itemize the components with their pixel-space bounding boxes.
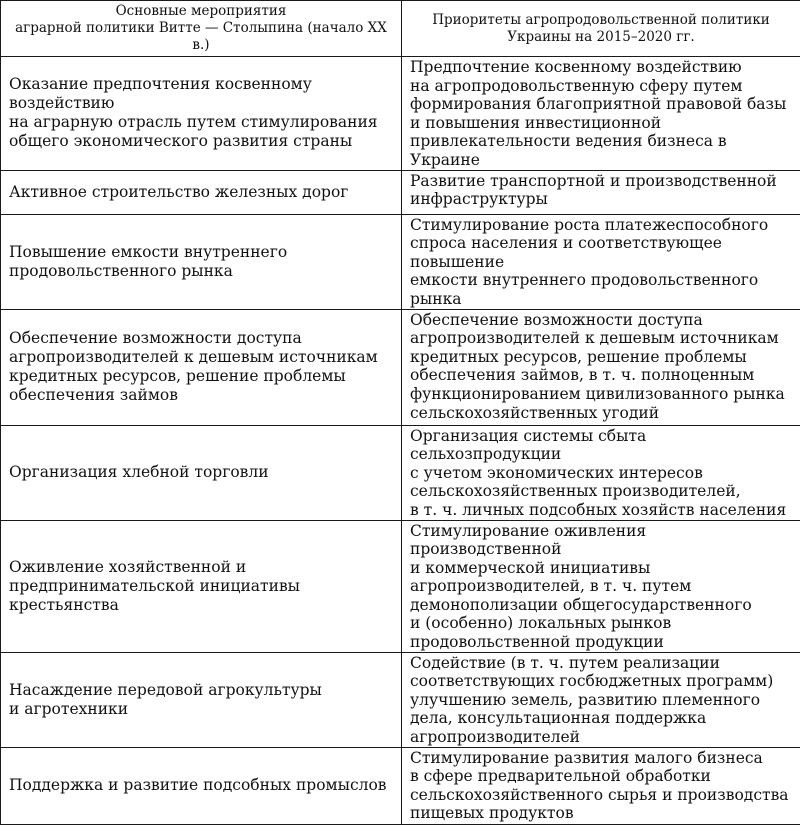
measure-witte-stolypin: Оказание предпочтения косвенному воздействию на аграрную отрасль путем стимулирования общего экономического развития страны <box>1 57 402 171</box>
table-row <box>1 57 800 171</box>
header-witte-stolypin: Основные мероприятия аграрной политики Витте — Столыпина (начало XX в.) <box>1 1 402 57</box>
table-body <box>1 57 800 825</box>
measure-witte-stolypin: Повышение емкости внутреннего продовольственного рынка <box>1 214 402 309</box>
priority-ukraine: Стимулирование роста платежеспособного спроса населения и соответствующее повышение емкости внутреннего продовольственного рынка <box>402 214 800 309</box>
priority-ukraine: Стимулирование развития малого бизнеса в сфере предварительной обработки сельскохозяйственного сырья и производства пищевых продуктов <box>402 747 800 824</box>
table-row <box>1 652 800 747</box>
table-row <box>1 520 800 652</box>
priority-ukraine: Стимулирование оживления производственной и коммерческой инициативы агропроизводителей, в т. ч. путем демонополизации общегосударственного и (особенно) локальных рынков продовольственной продукции <box>402 520 800 652</box>
priority-ukraine: Организация системы сбыта сельхозпродукции с учетом экономических интересов сельскохозяйственных производителей, в т. ч. личных подсобных хозяйств населения <box>402 425 800 520</box>
table-header-row <box>1 1 800 57</box>
measure-witte-stolypin: Оживление хозяйственной и предпринимательской инициативы крестьянства <box>1 520 402 652</box>
measure-witte-stolypin: Насаждение передовой агрокультуры и агротехники <box>1 652 402 747</box>
header-ukraine-priorities: Приоритеты агропродовольственной политики Украины на 2015–2020 гг. <box>402 1 800 57</box>
table-row <box>1 747 800 824</box>
measure-witte-stolypin: Поддержка и развитие подсобных промыслов <box>1 747 402 824</box>
priority-ukraine: Обеспечение возможности доступа агропроизводителей к дешевым источникам кредитных ресурсов, решение проблемы обеспечения займов, в т. ч. полноценным функционированием цивилизованного рынка сельскохозяйственных угодий <box>402 309 800 425</box>
priority-ukraine: Содействие (в т. ч. путем реализации соответствующих госбюджетных программ) улучшению земель, развитию племенного дела, консультационная поддержка агропроизводителей <box>402 652 800 747</box>
table-row <box>1 425 800 520</box>
measure-witte-stolypin: Активное строительство железных дорог <box>1 170 402 214</box>
priority-ukraine: Развитие транспортной и производственной инфраструктуры <box>402 170 800 214</box>
measure-witte-stolypin: Организация хлебной торговли <box>1 425 402 520</box>
table-row <box>1 309 800 425</box>
table-row <box>1 170 800 214</box>
table-row <box>1 214 800 309</box>
measure-witte-stolypin: Обеспечение возможности доступа агропроизводителей к дешевым источникам кредитных ресурсов, решение проблемы обеспечения займов <box>1 309 402 425</box>
priority-ukraine: Предпочтение косвенному воздействию на агропродовольственную сферу путем формирования благоприятной правовой базы и повышения инвестиционной привлекательности ведения бизнеса в Украине <box>402 57 800 171</box>
